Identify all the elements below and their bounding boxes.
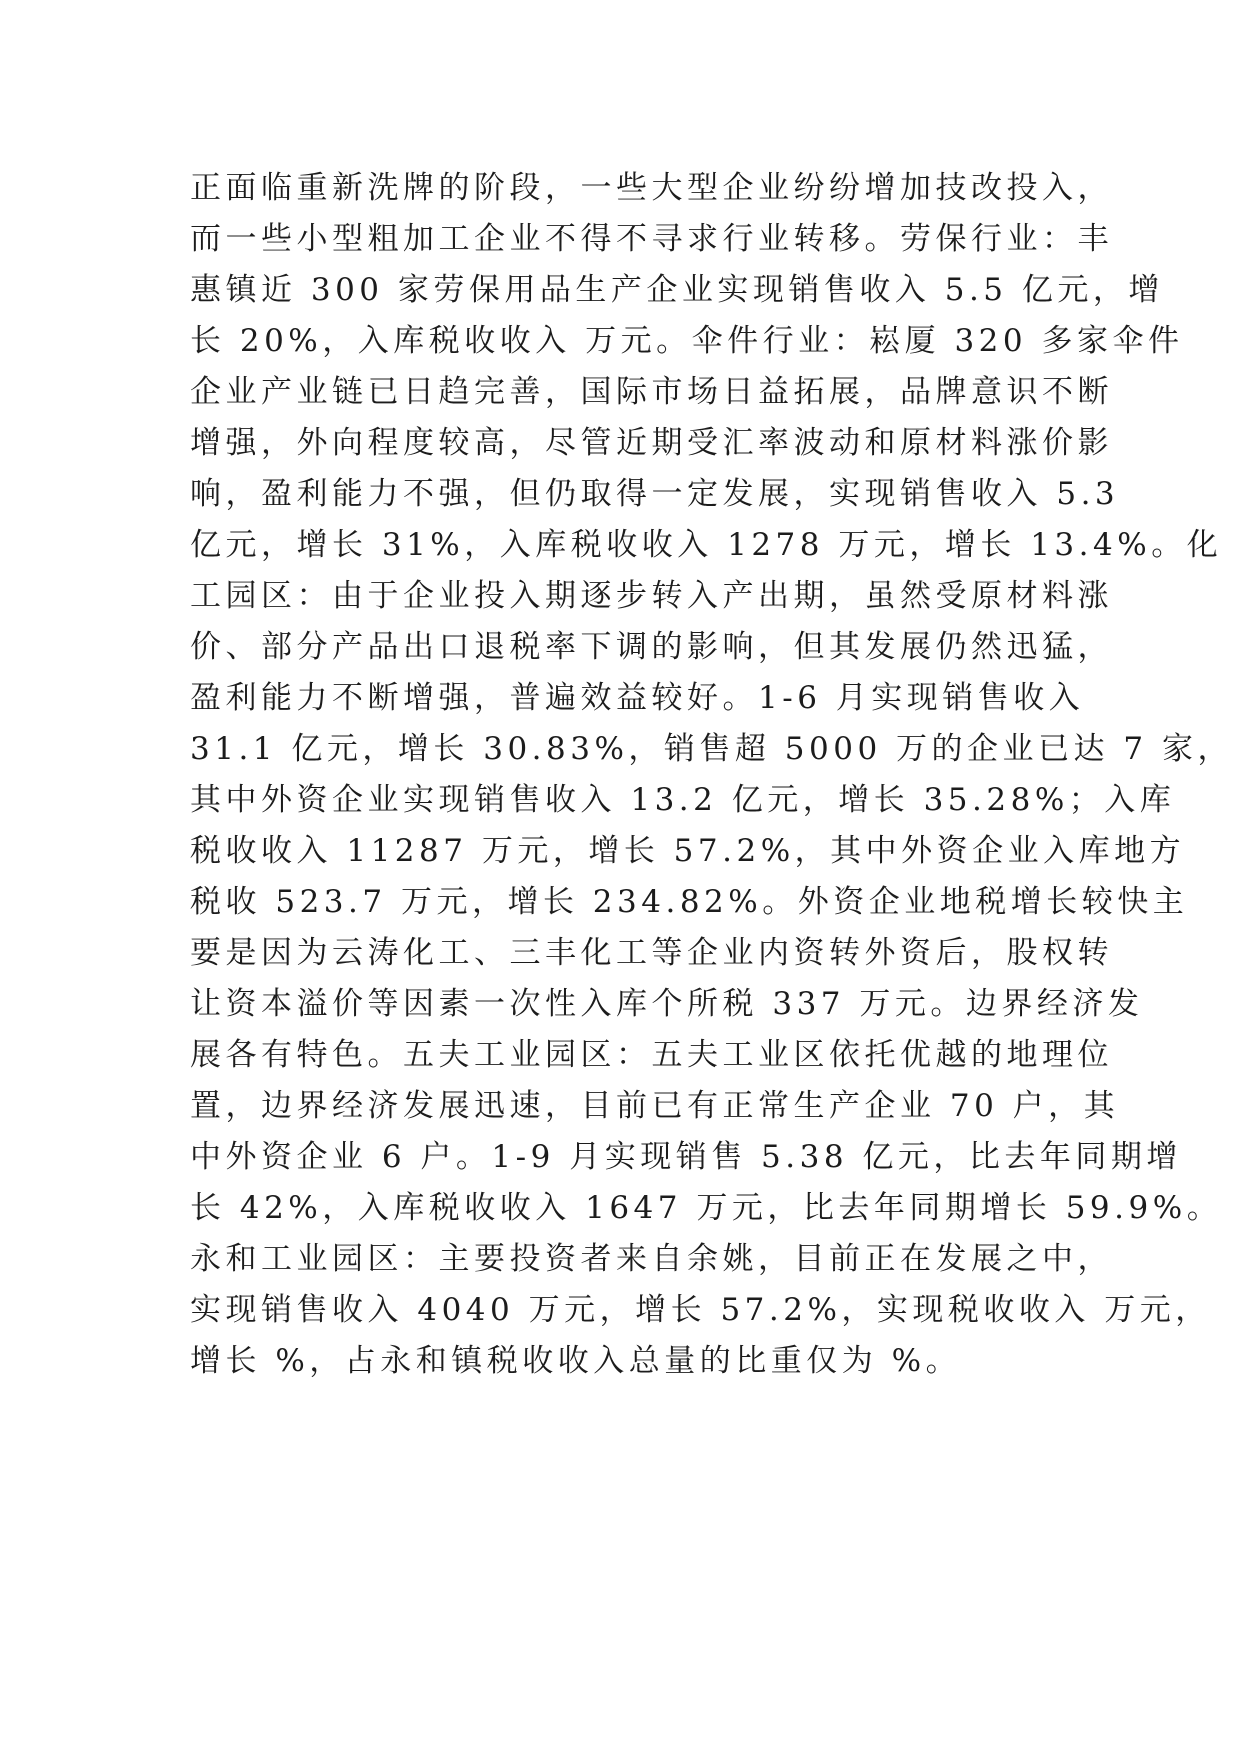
text-line-17: 让资本溢价等因素一次性入库个所税 337 万元。边界经济发: [190, 986, 1144, 1022]
text-line-24: 增长 %，占永和镇税收收入总量的比重仅为 %。: [190, 1343, 962, 1379]
text-line-23: 实现销售收入 4040 万元，增长 57.2%，实现税收收入 万元，: [190, 1292, 1211, 1328]
body-paragraph: [190, 163, 1233, 1387]
text-line-12: 31.1 亿元，增长 30.83%，销售超 5000 万的企业已达 7 家，: [190, 731, 1233, 767]
text-line-3: 惠镇近 300 家劳保用品生产企业实现销售收入 5.5 亿元，增: [190, 272, 1164, 308]
text-line-7: 响，盈利能力不强，但仍取得一定发展，实现销售收入 5.3: [190, 476, 1120, 512]
text-line-9: 工园区：由于企业投入期逐步转入产出期，虽然受原材料涨: [190, 578, 1113, 614]
text-line-20: 中外资企业 6 户。1-9 月实现销售 5.38 亿元，比去年同期增: [190, 1139, 1182, 1175]
text-line-4: 长 20%，入库税收收入 万元。伞件行业：崧厦 320 多家伞件: [190, 323, 1184, 359]
text-line-1: 正面临重新洗牌的阶段，一些大型企业纷纷增加技改投入，: [190, 170, 1113, 206]
text-line-16: 要是因为云涛化工、三丰化工等企业内资转外资后，股权转: [190, 935, 1113, 971]
text-line-6: 增强，外向程度较高，尽管近期受汇率波动和原材料涨价影: [190, 425, 1113, 461]
text-line-10: 价、部分产品出口退税率下调的影响，但其发展仍然迅猛，: [190, 629, 1113, 665]
text-line-8: 亿元，增长 31%，入库税收收入 1278 万元，增长 13.4%。化: [190, 527, 1223, 563]
text-line-18: 展各有特色。五夫工业园区：五夫工业区依托优越的地理位: [190, 1037, 1113, 1073]
text-line-5: 企业产业链已日趋完善，国际市场日益拓展，品牌意识不断: [190, 374, 1113, 410]
text-line-15: 税收 523.7 万元，增长 234.82%。外资企业地税增长较快主: [190, 884, 1189, 920]
text-line-13: 其中外资企业实现销售收入 13.2 亿元，增长 35.28%；入库: [190, 782, 1176, 818]
text-line-21: 长 42%，入库税收收入 1647 万元，比去年同期增长 59.9%。: [190, 1190, 1223, 1226]
text-line-2: 而一些小型粗加工企业不得不寻求行业转移。劳保行业：丰: [190, 221, 1113, 257]
text-line-14: 税收收入 11287 万元，增长 57.2%，其中外资企业入库地方: [190, 833, 1186, 869]
text-line-11: 盈利能力不断增强，普遍效益较好。1-6 月实现销售收入: [190, 680, 1085, 716]
text-line-22: 永和工业园区：主要投资者来自余姚，目前正在发展之中，: [190, 1241, 1113, 1277]
text-line-19: 置，边界经济发展迅速，目前已有正常生产企业 70 户，其: [190, 1088, 1120, 1124]
